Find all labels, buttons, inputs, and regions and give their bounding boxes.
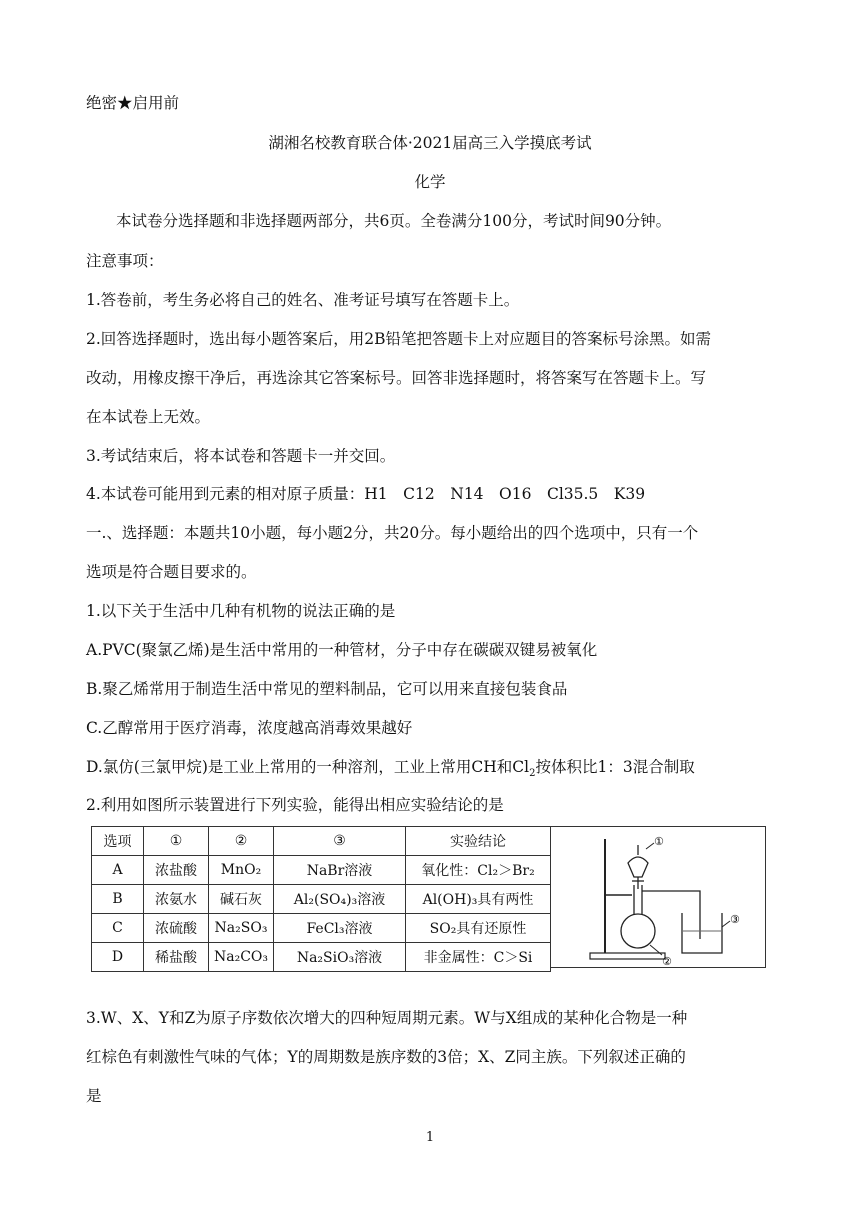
section-heading-cont: 选项是符合题目要求的。 xyxy=(86,563,257,581)
table-cell: Al₂(SO₄)₃溶液 xyxy=(274,885,406,914)
q1-option-a: A.PVC(聚氯乙烯)是生活中常用的一种管材，分子中存在碳碳双键易被氧化 xyxy=(86,641,598,659)
table-row xyxy=(92,856,551,885)
table-cell: 浓硫酸 xyxy=(144,914,209,943)
q2-stem: 2.利用如图所示装置进行下列实验，能得出相应实验结论的是 xyxy=(86,796,504,814)
note-line: 在本试卷上无效。 xyxy=(86,408,211,426)
q3-stem-end: 是 xyxy=(86,1087,102,1105)
table-cell: 浓盐酸 xyxy=(144,856,209,885)
q3-stem-cont: 红棕色有刺激性气味的气体；Y的周期数是族序数的3倍；X、Z同主族。下列叙述正确的 xyxy=(86,1048,686,1066)
table-cell: SO₂具有还原性 xyxy=(406,914,551,943)
header-cell: 选项 xyxy=(92,827,144,856)
table-cell: NaBr溶液 xyxy=(274,856,406,885)
q1-stem: 1.以下关于生活中几种有机物的说法正确的是 xyxy=(86,602,396,620)
table-cell: MnO₂ xyxy=(209,856,274,885)
header-cell: ② xyxy=(209,827,274,856)
section-heading: 一.、选择题：本题共10小题，每小题2分，共20分。每小题给出的四个选项中，只有一个 xyxy=(86,524,699,542)
note-line: 3.考试结束后，将本试卷和答题卡一并交回。 xyxy=(86,447,396,465)
page-number: 1 xyxy=(425,1130,435,1145)
q1-option-c: C.乙醇常用于医疗消毒，浓度越高消毒效果越好 xyxy=(86,719,413,737)
table-cell: 稀盐酸 xyxy=(144,943,209,972)
confidential-mark: 绝密★启用前 xyxy=(86,94,180,112)
subject-title: 化学 xyxy=(414,173,446,191)
header-cell: ① xyxy=(144,827,209,856)
table-cell: Na₂SiO₃溶液 xyxy=(274,943,406,972)
figure-label-3: ③ xyxy=(730,913,740,926)
table-cell: 浓氨水 xyxy=(144,885,209,914)
table-row xyxy=(92,943,551,972)
table-cell: A xyxy=(92,856,144,885)
table-cell: C xyxy=(92,914,144,943)
figure-label-2: ② xyxy=(662,955,672,967)
figure-label-1: ① xyxy=(654,835,664,848)
notes-heading: 注意事项： xyxy=(86,252,164,270)
table-row xyxy=(92,885,551,914)
exam-title: 湖湘名校教育联合体·2021届高三入学摸底考试 xyxy=(268,134,592,152)
q1-option-d: D.氯仿(三氯甲烷)是工业上常用的一种溶剂，工业上常用CH和$Cl_2$按体积比1：3混合制取 xyxy=(86,758,695,780)
note-line: 改动，用橡皮擦干净后，再选涂其它答案标号。回答非选择题时，将答案写在答题卡上。写 xyxy=(86,369,707,387)
table-cell: 氧化性：Cl₂＞Br₂ xyxy=(406,856,551,885)
table-cell: D xyxy=(92,943,144,972)
table-cell: FeCl₃溶液 xyxy=(274,914,406,943)
intro-text: 本试卷分选择题和非选择题两部分，共6页。全卷满分100分，考试时间90分钟。 xyxy=(116,212,672,230)
header-cell: ③ xyxy=(274,827,406,856)
table-cell: Na₂CO₃ xyxy=(209,943,274,972)
q2-table xyxy=(91,826,551,972)
table-cell: Al(OH)₃具有两性 xyxy=(406,885,551,914)
q3-stem: 3.W、X、Y和Z为原子序数依次增大的四种短周期元素。W与X组成的某种化合物是一种 xyxy=(86,1009,688,1027)
q1-option-b: B.聚乙烯常用于制造生活中常见的塑料制品，它可以用来直接包装食品 xyxy=(86,680,568,698)
note-line: 1.答卷前，考生务必将自己的姓名、准考证号填写在答题卡上。 xyxy=(86,291,520,309)
table-cell: 非金属性：C＞Si xyxy=(406,943,551,972)
note-line: 2.回答选择题时，选出每小题答案后，用2B铅笔把答题卡上对应题目的答案标号涂黑。如需 xyxy=(86,330,712,348)
note-line: 4.本试卷可能用到元素的相对原子质量：H1 C12 N14 O16 Cl35.5 K39 xyxy=(86,485,646,503)
table-row xyxy=(92,914,551,943)
apparatus-drawing xyxy=(550,827,765,967)
header-cell: 实验结论 xyxy=(406,827,551,856)
table-cell: 碱石灰 xyxy=(209,885,274,914)
table-cell: Na₂SO₃ xyxy=(209,914,274,943)
table-header-row xyxy=(92,827,551,856)
apparatus-figure xyxy=(550,826,766,968)
table-cell: B xyxy=(92,885,144,914)
